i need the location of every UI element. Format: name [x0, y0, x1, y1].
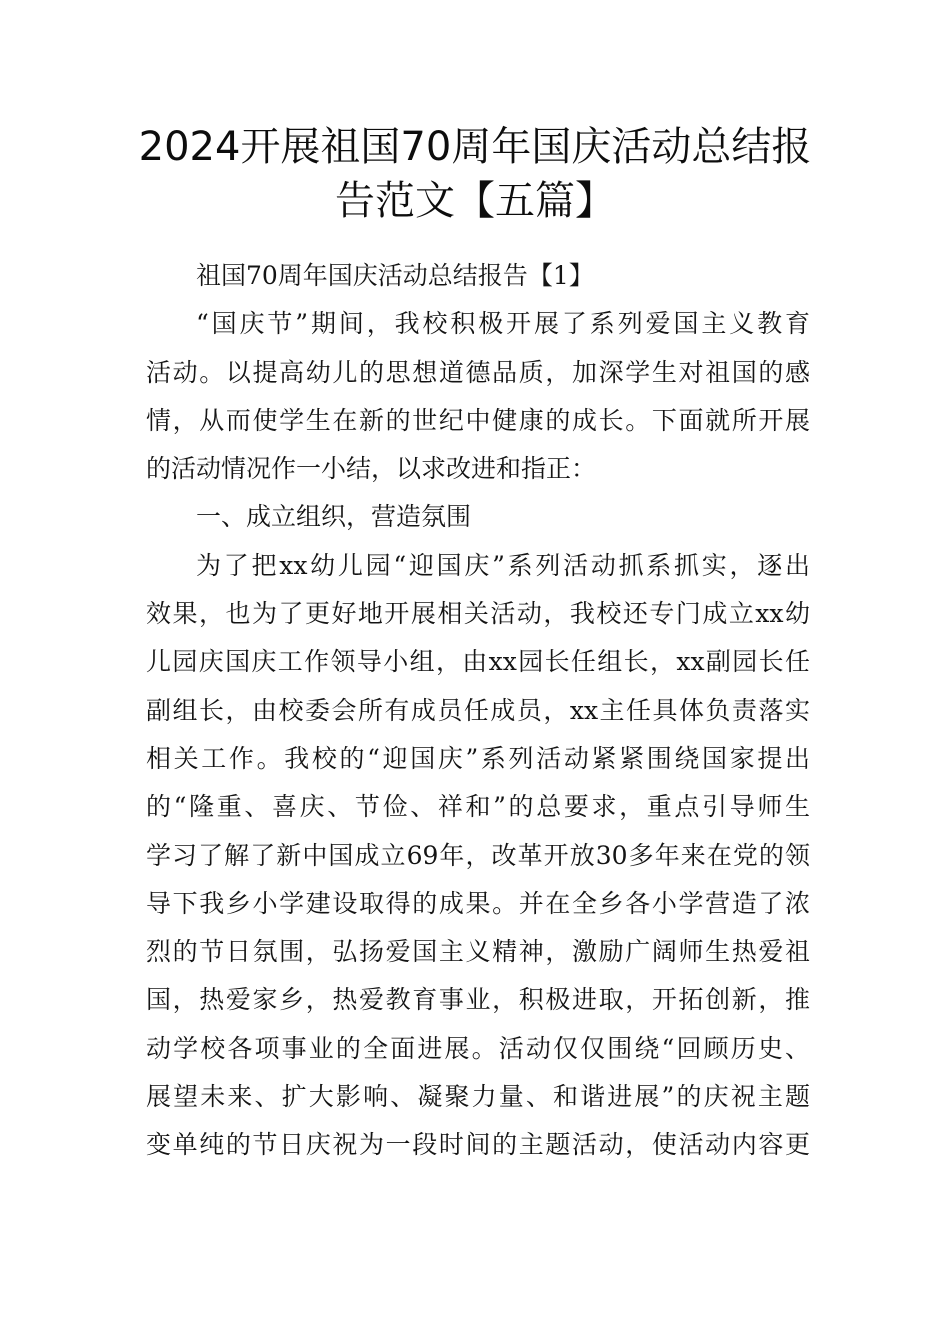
paragraph-line: “国庆节”期间，我校积极开展了系列爱国主义教育: [196, 309, 810, 339]
paragraph-line: 相关工作。我校的“迎国庆”系列活动紧紧围绕国家提出: [146, 743, 810, 773]
paragraph-line: 副组长，由校委会所有成员任成员，xx主任具体负责落实: [146, 695, 810, 725]
paragraph-line: 导下我乡小学建设取得的成果。并在全乡各小学营造了浓: [146, 888, 810, 918]
paragraph-line: 活动。以提高幼儿的思想道德品质，加深学生对祖国的感: [146, 357, 810, 387]
paragraph-line: 效果，也为了更好地开展相关活动，我校还专门成立xx幼: [146, 599, 810, 629]
paragraph-line: 为了把xx幼儿园“迎国庆”系列活动抓系抓实，逐出: [196, 550, 810, 580]
paragraph-line: 儿园庆国庆工作领导小组，由xx园长任组长，xx副园长任: [146, 647, 810, 677]
paragraph-line: 学习了解了新中国成立69年，改革开放30多年来在党的领: [146, 840, 810, 870]
document-title-line-1: 2024开展祖国70周年国庆活动总结报: [138, 124, 812, 170]
paragraph-line: 的“隆重、喜庆、节俭、祥和”的总要求，重点引导师生: [146, 792, 810, 822]
subheading: 一、成立组织，营造氛围: [196, 502, 472, 532]
section-heading: 祖国70周年国庆活动总结报告【1】: [196, 261, 594, 290]
paragraph-line: 的活动情况作一小结，以求改进和指正：: [146, 454, 597, 484]
document-title: [120, 120, 830, 228]
paragraph-line: 动学校各项事业的全面进展。活动仅仅围绕“回顾历史、: [146, 1033, 810, 1063]
paragraph-intro: [146, 300, 810, 493]
paragraph-organization: [146, 542, 810, 1170]
document-title-line-2: 告范文【五篇】: [335, 178, 615, 224]
paragraph-line: 变单纯的节日庆祝为一段时间的主题活动，使活动内容更: [146, 1130, 810, 1160]
paragraph-line: 烈的节日氛围，弘扬爱国主义精神，激励广阔师生热爱祖: [146, 937, 810, 967]
paragraph-line: 国，热爱家乡，热爱教育事业，积极进取，开拓创新，推: [146, 985, 810, 1015]
document-body: [146, 252, 810, 1170]
paragraph-line: 情，从而使学生在新的世纪中健康的成长。下面就所开展: [146, 405, 810, 435]
paragraph-line: 展望未来、扩大影响、凝聚力量、和谐进展”的庆祝主题: [146, 1082, 810, 1112]
